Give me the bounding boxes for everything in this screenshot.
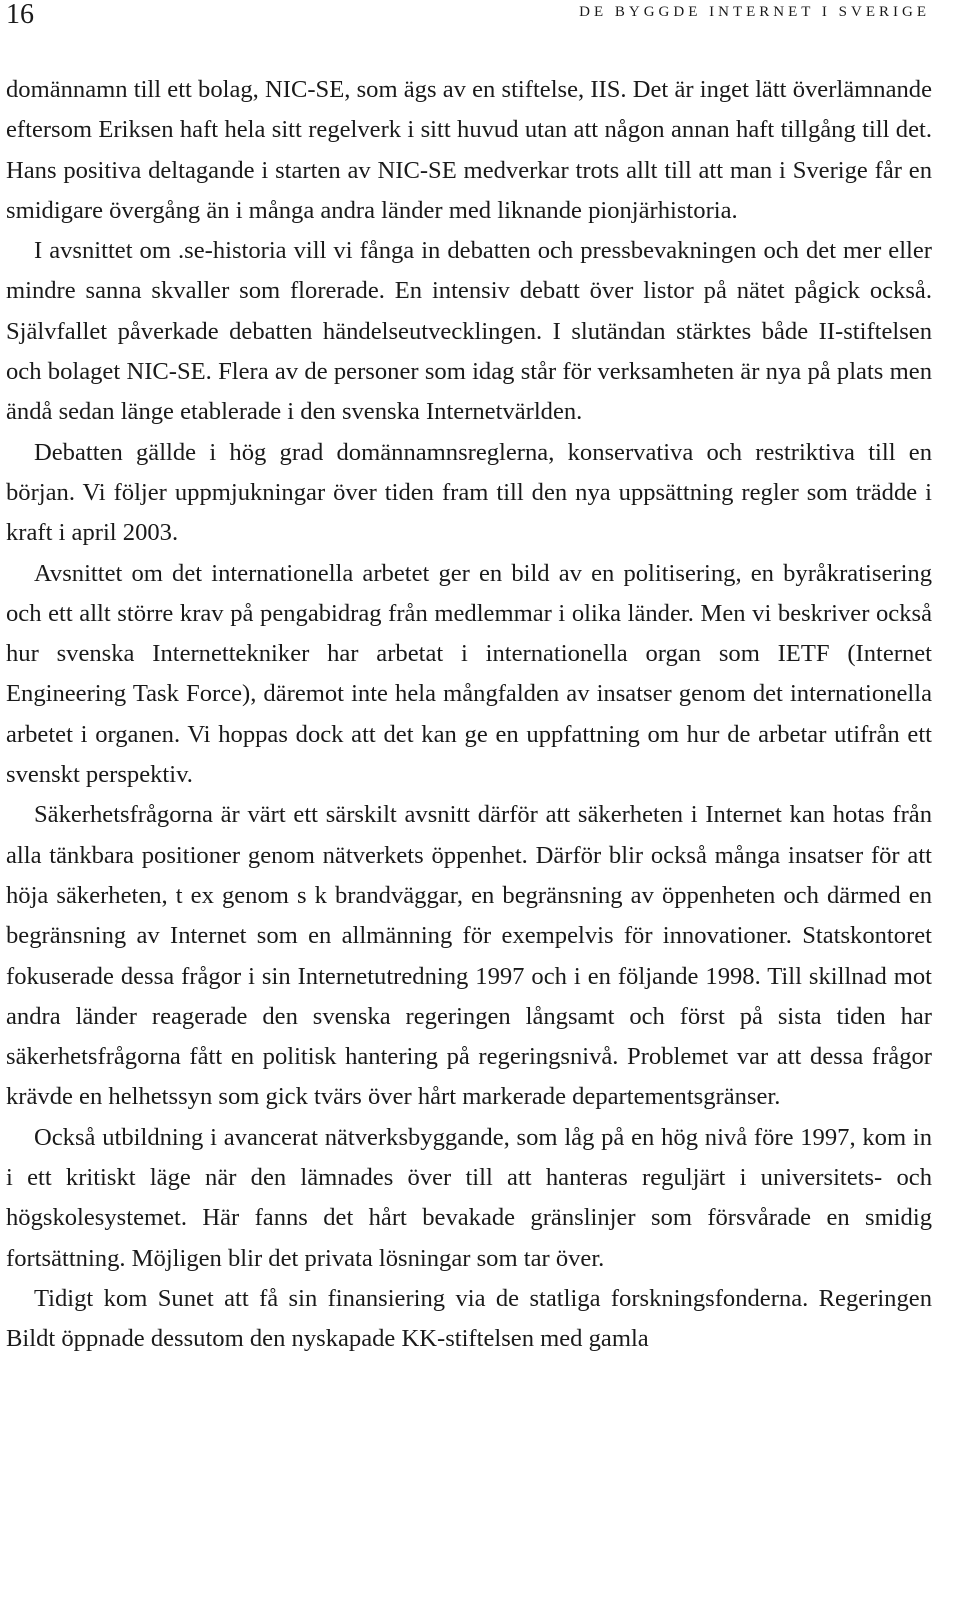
page-number: 16	[6, 0, 34, 30]
paragraph-4: Avsnittet om det internationella arbetet ger en bild av en politisering, en byråkratisering och ett allt större krav på pengabidrag från medlemmar i olika länder. Men vi beskriver också hur svenska Internettekniker har arbetat i internationella organ som IETF (Internet Engineering Task Force), däremot inte hela mångfalden av insatser genom det internationella arbetet i organen. Vi hoppas dock att det kan ge en uppfattning om hur de arbetar utifrån ett svenskt perspektiv.	[6, 559, 932, 789]
paragraph-6: Också utbildning i avancerat nätverksbyggande, som låg på en hög nivå före 1997, kom in i ett kritiskt läge när den lämnades över till att hanteras reguljärt i universitets- och högskolesystemet. Här fanns det hårt bevakade gränslinjer som försvårade en smidig fortsättning. Möjligen blir det privata lösningar som tar över.	[6, 1123, 932, 1272]
paragraph-2: I avsnittet om .se-historia vill vi fånga in debatten och pressbevakningen och det mer eller mindre sanna skvaller som florerade. En intensiv debatt över listor på nätet pågick också. Självfallet påverkade debatten händelseutvecklingen. I slutändan stärktes både II-stiftelsen och bolaget NIC-SE. Flera av de personer som idag står för verksamheten är nya på plats men ändå sedan länge etablerade i den svenska Internetvärlden.	[6, 237, 932, 426]
document-page	[6, 0, 934, 1624]
paragraph-5: Säkerhetsfrågorna är värt ett särskilt avsnitt därför att säkerheten i Internet kan hotas från alla tänkbara positioner genom nätverkets öppenhet. Därför blir också många insatser för att höja säkerheten, t ex genom s k brandväggar, en begränsning av öppenheten och därmed en begränsning av Internet som en allmänning för exempelvis för innovationer. Statskontoret fokuserade dessa frågor i sin Internetutredning 1997 och i en följande 1998. Till skillnad mot andra länder reagerade den svenska regeringen långsamt och först på sista tiden har säkerhetsfrågorna fått en politisk hantering på regeringsnivå. Problemet var att dessa frågor krävde en helhetssyn som gick tvärs över hårt markerade departementsgränser.	[6, 801, 932, 1111]
running-title: DE BYGGDE INTERNET I SVERIGE	[579, 4, 930, 20]
paragraph-7: Tidigt kom Sunet att få sin finansiering via de statliga forskningsfonderna. Regeringen Bildt öppnade dessutom den nyskapade KK-stiftelsen med gamla	[6, 1284, 932, 1353]
paragraph-3: Debatten gällde i hög grad domännamnsreglerna, konservativa och restriktiva till en början. Vi följer uppmjukningar över tiden fram till den nya uppsättning regler som trädde i kraft i april 2003.	[6, 438, 932, 547]
running-header	[6, 0, 934, 54]
paragraph-1: domännamn till ett bolag, NIC-SE, som ägs av en stiftelse, IIS. Det är inget lätt överlämnande eftersom Eriksen haft hela sitt regelverk i sitt huvud utan att någon annan haft tillgång till det. Hans positiva deltagande i starten av NIC-SE medverkar trots allt till att man i Sverige får en smidigare övergång än i många andra länder med liknande pionjärhistoria.	[6, 76, 932, 224]
body-text	[6, 70, 932, 1360]
